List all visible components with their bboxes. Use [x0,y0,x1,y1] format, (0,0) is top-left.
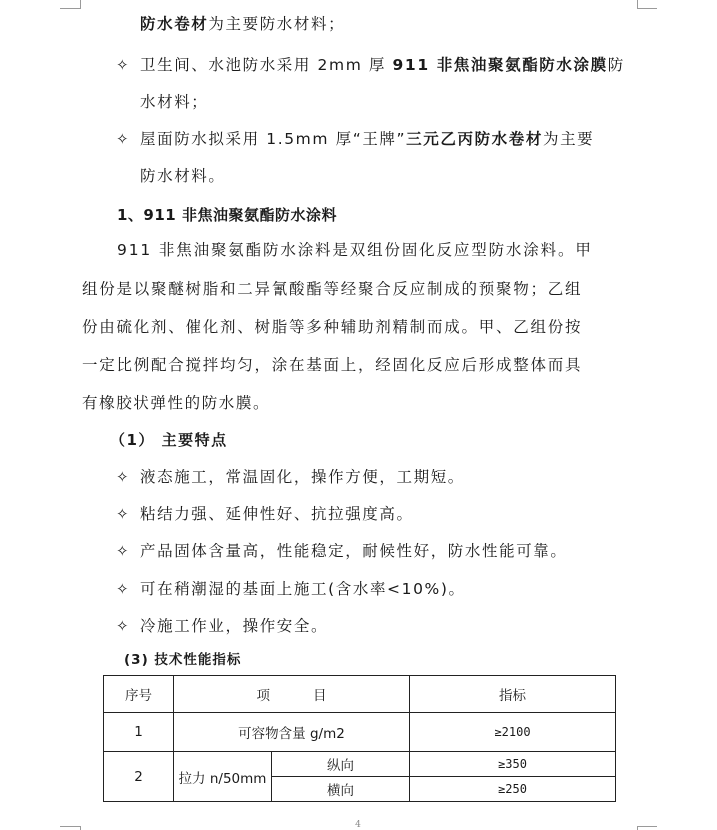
header-no: 序号 [104,676,174,713]
paragraph-line: 一定比例配合搅拌均匀，涂在基面上，经固化反应后形成整体而具 [82,356,583,374]
cell-item: 拉力 n/50mm [174,752,272,802]
bullet-line [140,92,700,112]
cell-value: ≥250 [410,777,616,802]
text-segment: 防 [607,56,625,74]
text-segment: 为主要防水材料； [208,15,346,33]
table-row [104,713,616,752]
cell-no: 2 [104,752,174,802]
feature-item: 液态施工，常温固化，操作方便，工期短。 [140,468,465,486]
cell-no: 1 [104,713,174,752]
diamond-bullet-icon: ✧ [116,617,129,635]
text-segment: 防水材料。 [140,167,226,185]
paragraph-line: 有橡胶状弹性的防水膜。 [82,394,271,412]
cell-subitem: 横向 [272,777,410,802]
section-heading: 1、911 非焦油聚氨酯防水涂料 [117,206,337,224]
crop-mark-bottom-left-v [80,826,81,830]
cell-subitem: 纵向 [272,752,410,777]
crop-mark-bottom-right [637,826,657,827]
crop-mark-top-right-v [637,0,638,9]
text-segment: 为主要 [542,130,595,148]
subsection-heading: （1） 主要特点 [110,431,228,449]
diamond-bullet-icon: ✧ [116,505,129,523]
page-number: 4 [355,820,361,830]
text-segment: 屋面防水拟采用 1.5mm 厚“王牌” [140,130,407,148]
table-heading: (3) 技术性能指标 [124,652,242,668]
crop-mark-bottom-left [60,826,80,827]
diamond-bullet-icon: ✧ [116,468,129,486]
bullet-line [140,55,700,75]
text-segment: 卫生间、水池防水采用 2mm 厚 [140,56,393,74]
crop-mark-bottom-right-v [637,826,638,830]
header-index: 指标 [410,676,616,713]
feature-item: 冷施工作业，操作安全。 [140,617,329,635]
feature-item: 产品固体含量高，性能稳定，耐候性好，防水性能可靠。 [140,542,568,560]
cell-value: ≥2100 [410,713,616,752]
paragraph-line: 份由硫化剂、催化剂、树脂等多种辅助剂精制而成。甲、乙组份按 [82,318,583,336]
bold-text-segment: 防水卷材 [140,15,209,33]
bold-text-segment: 911 非焦油聚氨酯防水涂膜 [392,56,608,74]
crop-mark-top-left [60,8,80,9]
bullet-line [140,166,700,186]
table-row [104,752,616,777]
table-header-row [104,676,616,713]
tech-spec-table [103,675,616,802]
diamond-bullet-icon: ✧ [116,56,129,74]
crop-mark-top-right [637,8,657,9]
cell-item: 可容物含量 g/m2 [174,713,410,752]
text-segment: 水材料； [140,93,209,111]
diamond-bullet-icon: ✧ [116,580,129,598]
crop-mark-top-left-v [80,0,81,9]
diamond-bullet-icon: ✧ [116,130,129,148]
feature-item: 可在稍潮湿的基面上施工(含水率<10%)。 [140,580,466,598]
header-item: 项 目 [174,676,410,713]
bullet-line [140,14,700,34]
feature-item: 粘结力强、延伸性好、抗拉强度高。 [140,505,414,523]
paragraph-line: 组份是以聚醚树脂和二异氰酸酯等经聚合反应制成的预聚物；乙组 [82,280,583,298]
bullet-line [140,129,700,149]
paragraph-line: 911 非焦油聚氨酯防水涂料是双组份固化反应型防水涂料。甲 [117,241,593,259]
cell-value: ≥350 [410,752,616,777]
bold-text-segment: 三元乙丙防水卷材 [406,130,543,148]
diamond-bullet-icon: ✧ [116,542,129,560]
